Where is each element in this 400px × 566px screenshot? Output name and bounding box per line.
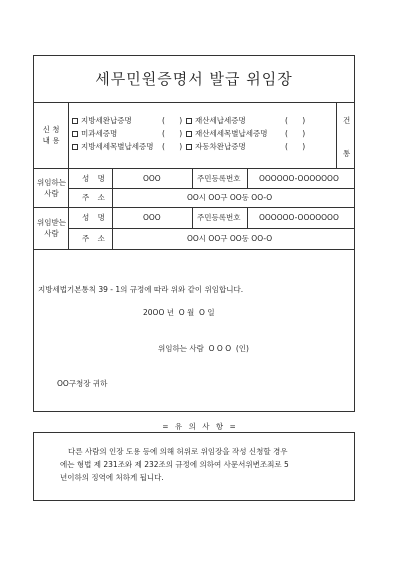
divider (33, 207, 355, 208)
caution-title: = 유 의 사 항 = (162, 422, 238, 431)
caution-text (60, 445, 340, 484)
delegation-statement: 지방세법기본통칙 39 - 1의 규정에 따라 위와 같이 위임합니다. (38, 285, 244, 294)
checkbox-item[interactable]: 미과세증명 (72, 130, 117, 138)
document-title: 세무민원증명서 발급 위임장 (33, 55, 355, 103)
caution-line: 년이하의 징역에 처하게 됩니다. (60, 473, 164, 482)
address-value[interactable]: OO시 OO구 OO동 OO-O (187, 193, 273, 202)
name-label: 성 명 (82, 213, 105, 222)
name-value[interactable]: OOO (143, 174, 161, 183)
name-value[interactable]: OOO (143, 213, 161, 222)
address-label: 주 소 (82, 234, 105, 243)
checkbox-count[interactable]: ( ) (285, 142, 306, 151)
checkbox-count[interactable]: ( ) (285, 116, 306, 125)
caution-line: 에는 형법 제 231조와 제 232조의 규정에 의하여 사문서위변조죄로 5 (60, 460, 289, 469)
date-line[interactable]: 20OO 년 O 월 O 일 (143, 308, 215, 317)
checkbox-item[interactable]: 지방세완납증명 (72, 117, 132, 125)
divider (33, 168, 355, 169)
divider (33, 249, 355, 250)
checkbox[interactable] (186, 118, 192, 124)
divider (247, 168, 248, 188)
resident-number-label: 주민등록번호 (197, 174, 241, 183)
checkbox-count[interactable]: ( ) (162, 116, 183, 125)
caution-line: 다른 사람의 인장 도용 등에 의해 허위로 위임장을 작성 신청할 경우 (68, 447, 288, 456)
signer-line[interactable]: 위임하는 사람 O O O (인) (158, 344, 249, 353)
divider (192, 207, 193, 228)
request-label: 신 청 내 용 (42, 125, 60, 145)
resident-number-label: 주민등록번호 (197, 213, 241, 222)
delegator-label: 위임하는 사람 (37, 178, 66, 198)
checkbox-count[interactable]: ( ) (162, 129, 183, 138)
address-value[interactable]: OO시 OO구 OO동 OO-O (187, 234, 273, 243)
checkbox-item[interactable]: 재산세세목별납세증명 (186, 130, 267, 138)
delegate-label: 위임받는 사람 (37, 218, 66, 238)
resident-number-value[interactable]: OOOOOO-OOOOOOO (259, 213, 339, 222)
checkbox[interactable] (72, 118, 78, 124)
recipient-line: OO구청장 귀하 (57, 379, 108, 388)
count-unit-label: 통 (343, 149, 351, 158)
divider (68, 228, 355, 229)
count-unit-label: 건 (343, 116, 351, 125)
checkbox-item[interactable]: 지방세세목별납세증명 (72, 143, 153, 151)
resident-number-value[interactable]: OOOOOO-OOOOOOO (259, 174, 339, 183)
checkbox[interactable] (72, 131, 78, 137)
name-label: 성 명 (82, 174, 105, 183)
checkbox-item[interactable]: 자동차완납증명 (186, 143, 246, 151)
checkbox[interactable] (186, 144, 192, 150)
divider (68, 168, 69, 249)
address-label: 주 소 (82, 193, 105, 202)
divider (112, 168, 113, 249)
divider (336, 103, 337, 168)
checkbox-item[interactable]: 재산세납세증명 (186, 117, 246, 125)
checkbox[interactable] (72, 144, 78, 150)
divider (247, 207, 248, 228)
divider (192, 168, 193, 188)
checkbox[interactable] (186, 131, 192, 137)
checkbox-count[interactable]: ( ) (285, 129, 306, 138)
checkbox-count[interactable]: ( ) (162, 142, 183, 151)
